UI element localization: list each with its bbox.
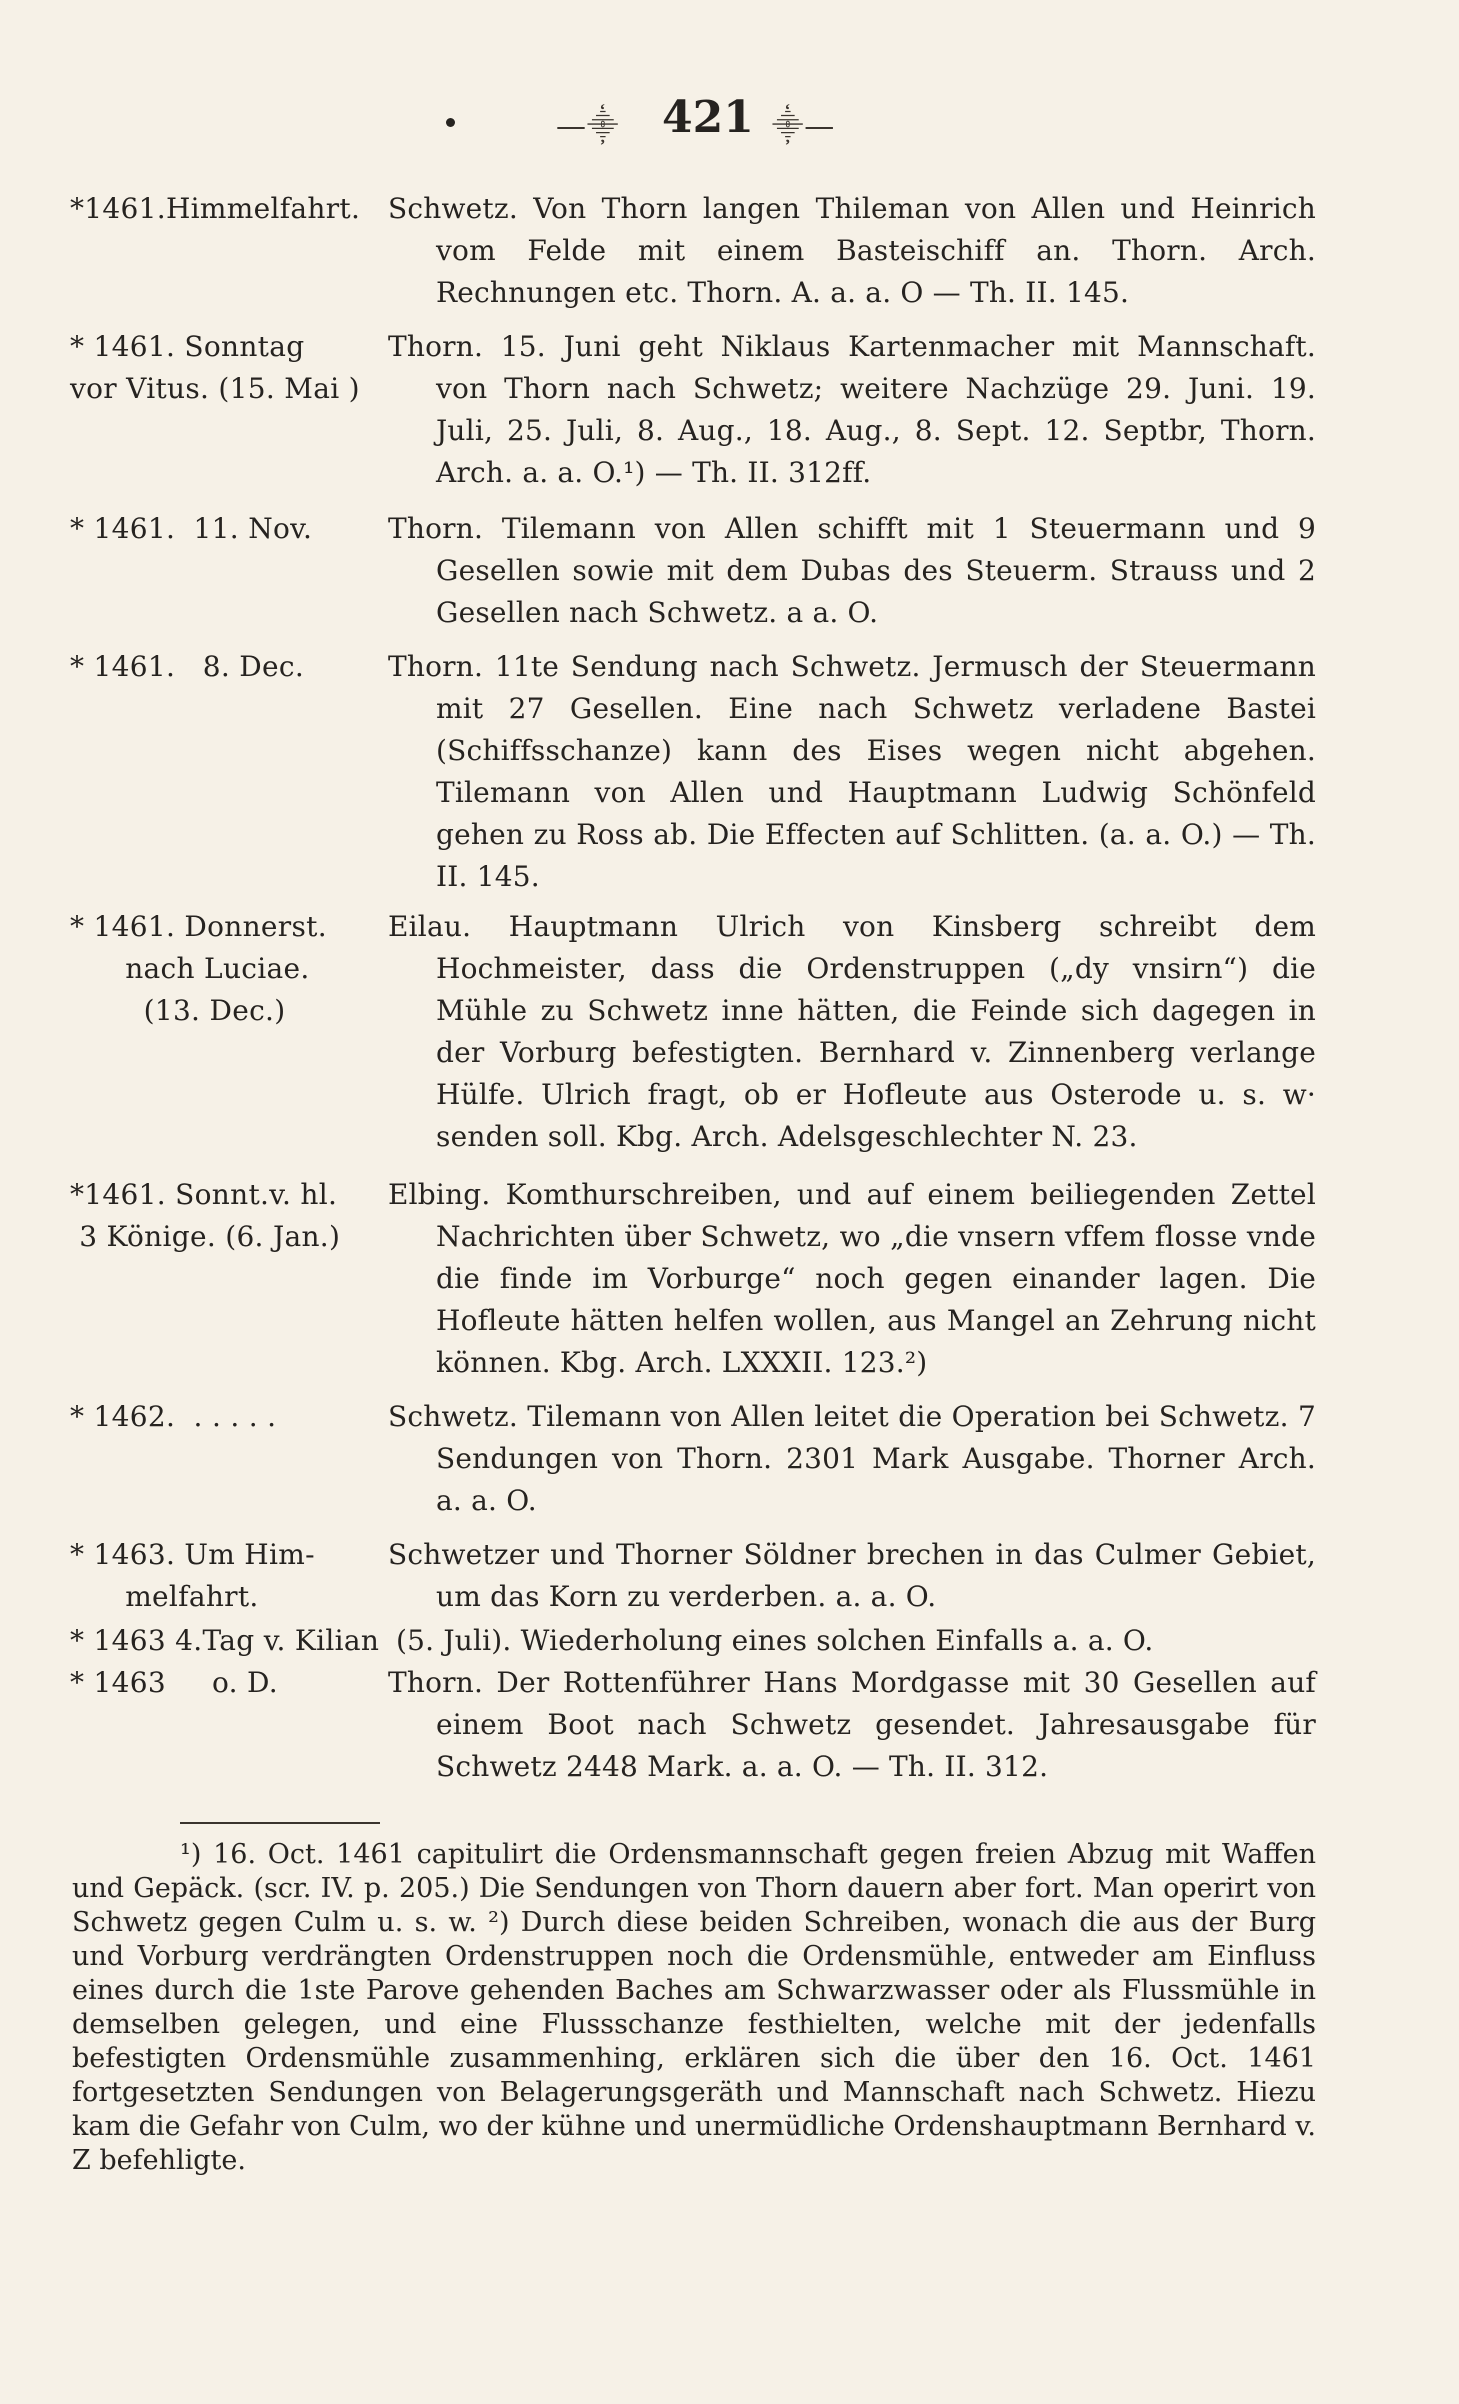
entry-text: (5. Juli). Wiederholung eines solchen Einfalls a. a. O. [396, 1624, 1154, 1657]
entry-text: Schwetz. Von Thorn langen Thileman von Allen und Heinrich vom Felde mit einem Basteischiff an. Thorn. Arch. Rechnungen etc. Thorn. A. a. a. O — Th. II. 145. [388, 192, 1316, 309]
footnotes: ¹) 16. Oct. 1461 capitulirt die Ordensmannschaft gegen freien Abzug mit Waffen und Gepäck. (scr. IV. p. 205.) Die Sendungen von Thorn dauern aber fort. Man operirt von Schwetz gegen Culm u. s. w. ²) Durch diese beiden Schreiben, wonach die aus der Burg und Vorburg verdrängten Ordenstruppen noch die Ordensmühle, entweder am Einfluss eines durch die 1ste Parove gehenden Baches am Schwarzwasser oder als Flussmühle in demselben gelegen, und eine Flussschanze festhielten, welche mit der jedenfalls befestigten Ordensmühle zusammenhing, erklären sich die über den 16. Oct. 1461 fortgesetzten Sendungen von Belagerungsgeräth und Mannschaft nach Schwetz. Hiezu kam die Gefahr von Culm, wo der kühne und unermüdliche Ordenshauptmann Bernhard v. Z befehligte. [72, 1839, 1316, 2176]
entry-text: Eilau. Hauptmann Ulrich von Kinsberg schreibt dem Hochmeister, dass die Ordenstruppen („dy vnsirn“) die Mühle zu Schwetz inne hätten, die Feinde sich dagegen in der Vorburg befestigten. Bernhard v. Zinnenberg verlange Hülfe. Ulrich fragt, ob er Hofleute aus Osterode u. s. w· senden soll. Kbg. Arch. Adelsgeschlechter N. 23. [388, 910, 1316, 1153]
entry-date: * 1463 4.Tag v. Kilian [70, 1624, 380, 1657]
entry-text: Thorn. 15. Juni geht Niklaus Kartenmacher mit Mannschaft. von Thorn nach Schwetz; weitere Nachzüge 29. Juni. 19. Juli, 25. Juli, 8. Aug., 18. Aug., 8. Sept. 12. Septbr, Thorn. Arch. a. a. O.¹) — Th. II. 312ff. [388, 330, 1316, 489]
entry-date: * 1463 o. D. [70, 1666, 278, 1699]
entry-text: Thorn. 11te Sendung nach Schwetz. Jermusch der Steuermann mit 27 Gesellen. Eine nach Schwetz verladene Bastei (Schiffsschanze) kann des Eises wegen nicht abgehen. Tilemann von Allen und Hauptmann Ludwig Schönfeld gehen zu Ross ab. Die Effecten auf Schlitten. (a. a. O.) — Th. II. 145. [388, 650, 1316, 893]
entry-date: * 1461. 11. Nov. [70, 512, 313, 545]
entry-text: Thorn. Der Rottenführer Hans Mordgasse mit 30 Gesellen auf einem Boot nach Schwetz gesendet. Jahresausgabe für Schwetz 2448 Mark. a. a. O. — Th. II. 312. [388, 1666, 1316, 1783]
footnote-rule [180, 1822, 380, 1824]
entry-date: * 1461. Sonntag vor Vitus. (15. Mai ) [70, 330, 360, 405]
entry-date: *1461. Sonnt.v. hl. 3 Könige. (6. Jan.) [70, 1178, 341, 1253]
ornament-left: —⸎ [556, 109, 620, 144]
entry-date: * 1461. 8. Dec. [70, 650, 305, 683]
entry-date: *1461.Himmelfahrt. [70, 192, 361, 225]
entry-text: Schwetzer und Thorner Söldner brechen in das Culmer Gebiet, um das Korn zu verderben. a. a. O. [388, 1538, 1316, 1613]
entry-text: Elbing. Komthurschreiben, und auf einem beiliegenden Zettel Nachrichten über Schwetz, wo „die vnsern vffem flosse vnde die finde im Vorburge“ noch gegen einander lagen. Die Hofleute hätten helfen wollen, aus Mangel an Zehrung nicht können. Kbg. Arch. LXXXII. 123.²) [388, 1178, 1316, 1379]
entry-date: * 1463. Um Him- melfahrt. [70, 1538, 315, 1613]
entry-date: * 1462. . . . . . [70, 1400, 277, 1433]
entry-text: Thorn. Tilemann von Allen schifft mit 1 Steuermann und 9 Gesellen sowie mit dem Dubas des Steuerm. Strauss und 2 Gesellen nach Schwetz. a a. O. [388, 512, 1316, 629]
entry-text: Schwetz. Tilemann von Allen leitet die Operation bei Schwetz. 7 Sendungen von Thorn. 2301 Mark Ausgabe. Thorner Arch. a. a. O. [388, 1400, 1316, 1517]
page-number: 421 [662, 92, 754, 143]
page-header [0, 92, 1459, 152]
ornament-right: ⸎— [772, 109, 836, 144]
ink-dot [446, 118, 455, 127]
entry-date: * 1461. Donnerst. nach Luciae. (13. Dec.) [70, 910, 327, 1027]
